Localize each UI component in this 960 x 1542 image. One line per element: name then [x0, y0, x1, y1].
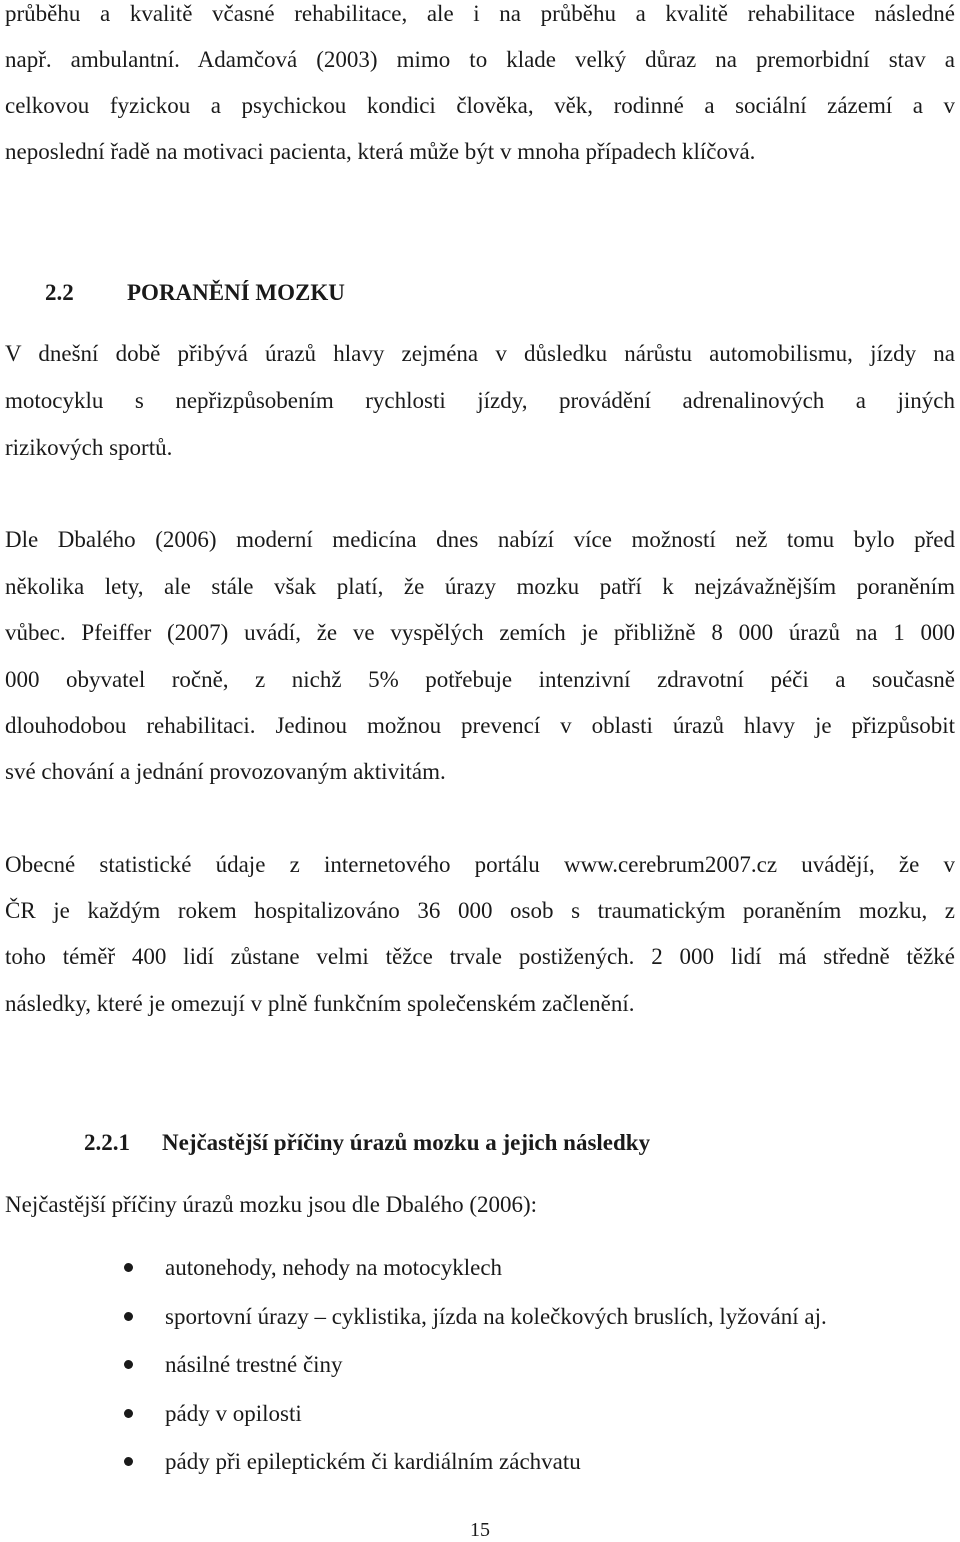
list-item [0, 1351, 950, 1379]
bullet-icon [124, 1409, 133, 1418]
subsection-heading [84, 1129, 960, 1157]
list-item-text: násilné trestné činy [165, 1352, 343, 1377]
paragraph-line: několika lety, ale stále však platí, že úrazy mozku patří k nejzávažnějším poraněním [5, 574, 955, 599]
paragraph-line: Obecné statistické údaje z internetového portálu www.cerebrum2007.cz uvádějí, že v [5, 852, 955, 877]
paragraph-line: dlouhodobou rehabilitaci. Jedinou možnou prevencí v oblasti úrazů hlavy je přizpůsobit [5, 713, 955, 738]
paragraph-line: neposlední řadě na motivaci pacienta, která může být v mnoha případech klíčová. [5, 139, 756, 164]
paragraph-line: své chování a jednání provozovaným aktivitám. [5, 759, 446, 784]
subsection-title: Nejčastější příčiny úrazů mozku a jejich následky [162, 1130, 651, 1155]
paragraph-line: motocyklu s nepřizpůsobením rychlosti jízdy, provádění adrenalinových a jiných [5, 388, 955, 413]
bullet-icon [124, 1263, 133, 1272]
paragraph-line: V dnešní době přibývá úrazů hlavy zejména v důsledku nárůstu automobilismu, jízdy na [5, 341, 955, 366]
section-title: PORANĚNÍ MOZKU [127, 280, 345, 305]
paragraph-line: průběhu a kvalitě včasné rehabilitace, ale i na průběhu a kvalitě rehabilitace následné [5, 1, 955, 26]
list-item [0, 1400, 950, 1428]
bullet-icon [124, 1360, 133, 1369]
subsection-number: 2.2.1 [84, 1130, 130, 1155]
bullet-icon [124, 1457, 133, 1466]
paragraph-line: Dle Dbalého (2006) moderní medicína dnes nabízí více možností než tomu bylo před [5, 527, 955, 552]
list-item [0, 1254, 950, 1282]
section-number: 2.2 [45, 280, 74, 305]
list-item [0, 1448, 950, 1476]
list-intro: Nejčastější příčiny úrazů mozku jsou dle Dbalého (2006): [5, 1192, 538, 1217]
paragraph-line: ČR je každým rokem hospitalizováno 36 000 osob s traumatickým poraněním mozku, z [5, 898, 955, 923]
paragraph-line: vůbec. Pfeiffer (2007) uvádí, že ve vyspělých zemích je přibližně 8 000 úrazů na 1 000 [5, 620, 955, 645]
paragraph-line: rizikových sportů. [5, 435, 173, 460]
list-item [0, 1303, 950, 1331]
page-number: 15 [470, 1519, 490, 1541]
paragraph-line: 000 obyvatel ročně, z nichž 5% potřebuje intenzivní zdravotní péči a současně [5, 667, 955, 692]
paragraph-line: toho téměř 400 lidí zůstane velmi těžce trvale postižených. 2 000 lidí má středně těžké [5, 944, 955, 969]
paragraph-line: celkovou fyzickou a psychickou kondici člověka, věk, rodinné a sociální zázemí a v [5, 93, 955, 118]
list-item-text: pády při epileptickém či kardiálním záchvatu [165, 1449, 581, 1474]
list-item-text: sportovní úrazy – cyklistika, jízda na kolečkových bruslích, lyžování aj. [165, 1304, 827, 1329]
paragraph-line: následky, které je omezují v plně funkčním společenském začlenění. [5, 991, 635, 1016]
list-item-text: autonehody, nehody na motocyklech [165, 1255, 503, 1280]
paragraph-line: např. ambulantní. Adamčová (2003) mimo to klade velký důraz na premorbidní stav a [5, 47, 955, 72]
bullet-icon [124, 1312, 133, 1321]
list-item-text: pády v opilosti [165, 1401, 302, 1426]
section-heading [45, 279, 960, 307]
